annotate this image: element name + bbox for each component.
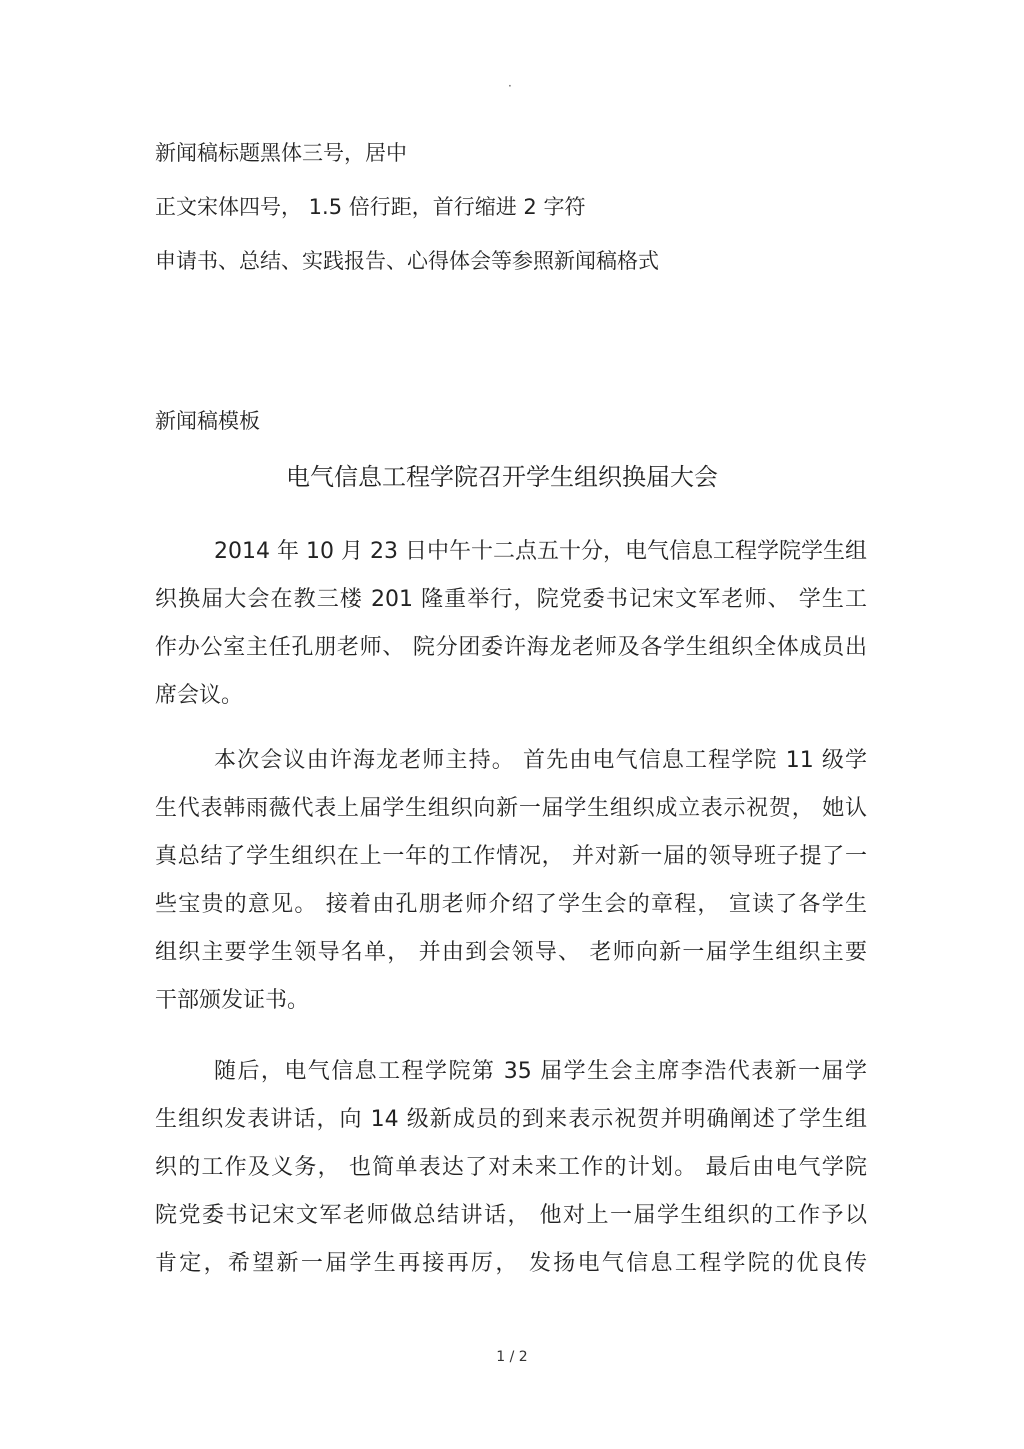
- paragraph-line: 院党委书记宋文军老师做总结讲话， 他对上一届学生组织的工作予以: [155, 1203, 867, 1228]
- format-note-scope: 申请书、总结、实践报告、心得体会等参照新闻稿格式: [155, 249, 659, 273]
- paragraph-2: [155, 737, 867, 1025]
- paragraph-line: 干部颁发证书。: [155, 988, 310, 1013]
- paragraph-line: 席会议。: [155, 683, 244, 708]
- paragraph-3: [155, 1048, 867, 1288]
- paragraph-line: 真总结了学生组织在上一年的工作情况， 并对新一届的领导班子提了一: [155, 844, 867, 869]
- format-note-body: 正文宋体四号， 1.5 倍行距，首行缩进 2 字符: [155, 195, 586, 219]
- page-number: 1 / 2: [496, 1349, 528, 1365]
- paragraph-line: 些宝贵的意见。 接着由孔朋老师介绍了学生会的章程， 宣读了各学生: [155, 892, 867, 917]
- paragraph-line: 肯定，希望新一届学生再接再厉， 发扬电气信息工程学院的优良传: [155, 1251, 867, 1276]
- paragraph-line: 织的工作及义务， 也简单表达了对未来工作的计划。 最后由电气学院: [155, 1155, 867, 1180]
- paragraph-line: 生代表韩雨薇代表上届学生组织向新一届学生组织成立表示祝贺， 她认: [155, 796, 867, 821]
- template-label: 新闻稿模板: [155, 409, 260, 433]
- header-mark: ·: [508, 79, 512, 93]
- paragraph-line: 织换届大会在教三楼 201 隆重举行，院党委书记宋文军老师、 学生工: [155, 587, 867, 612]
- paragraph-line: 2014 年 10 月 23 日中午十二点五十分，电气信息工程学院学生组: [214, 539, 867, 564]
- paragraph-1: [155, 528, 867, 720]
- paragraph-line: 组织主要学生领导名单， 并由到会领导、 老师向新一届学生组织主要: [155, 940, 867, 965]
- paragraph-line: 生组织发表讲话，向 14 级新成员的到来表示祝贺并明确阐述了学生组: [155, 1107, 867, 1132]
- news-title: 电气信息工程学院召开学生组织换届大会: [286, 463, 718, 491]
- paragraph-line: 随后，电气信息工程学院第 35 届学生会主席李浩代表新一届学: [214, 1059, 867, 1084]
- paragraph-line: 作办公室主任孔朋老师、 院分团委许海龙老师及各学生组织全体成员出: [155, 635, 867, 660]
- paragraph-line: 本次会议由许海龙老师主持。 首先由电气信息工程学院 11 级学: [214, 748, 867, 773]
- format-note-title: 新闻稿标题黑体三号，居中: [155, 141, 407, 165]
